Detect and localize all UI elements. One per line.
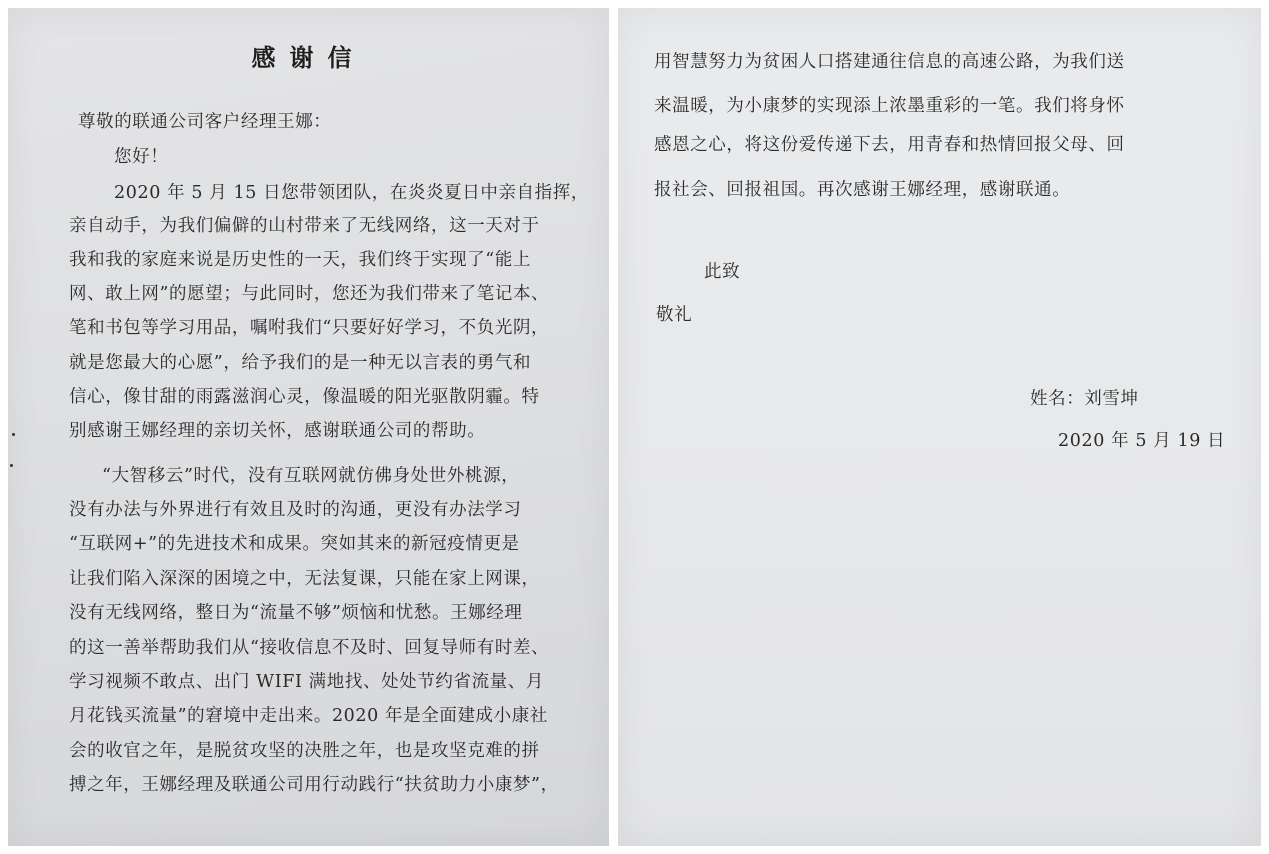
- letter-page-right: [618, 8, 1261, 846]
- letter-line: 信心，像甘甜的雨露滋润心灵，像温暖的阳光驱散阴霾。特: [69, 387, 540, 407]
- letter-line: “大智移云”时代，没有互联网就仿佛身处世外桃源，: [102, 466, 520, 486]
- letter-line: 月花钱买流量”的窘境中走出来。2020 年是全面建成小康社: [69, 706, 548, 726]
- letter-line: 的这一善举帮助我们从“接收信息不及时、回复导师有时差、: [69, 638, 550, 658]
- letter-line: 来温暖，为小康梦的实现添上浓墨重彩的一笔。我们将身怀: [654, 96, 1125, 116]
- letter-line: 笔和书包等学习用品，嘱咐我们“只要好好学习，不负光阴，: [69, 318, 550, 338]
- letter-line: “互联网+”的先进技术和成果。突如其来的新冠疫情更是: [69, 534, 520, 554]
- letter-page-left: [8, 8, 609, 846]
- letter-title: 感谢信: [251, 43, 366, 72]
- letter-signature: 姓名：刘雪坤: [1030, 389, 1139, 409]
- letter-line: 感恩之心，将这份爱传递下去，用青春和热情回报父母、回: [654, 135, 1125, 155]
- scan-speck: [12, 433, 15, 436]
- letter-date: 2020 年 5 月 19 日: [1058, 431, 1226, 451]
- letter-line: 亲自动手，为我们偏僻的山村带来了无线网络，这一天对于: [69, 216, 540, 236]
- letter-closing-ci-zhi: 此致: [704, 262, 741, 282]
- letter-greeting: 您好！: [114, 147, 169, 167]
- letter-line: 用智慧努力为贫困人口搭建通往信息的高速公路，为我们送: [654, 52, 1125, 72]
- scan-speck: [10, 464, 13, 467]
- letter-line: 我和我的家庭来说是历史性的一天，我们终于实现了“能上: [69, 250, 532, 270]
- letter-line: 搏之年，王娜经理及联通公司用行动践行“扶贫助力小康梦”，: [69, 775, 559, 795]
- letter-salutation: 尊敬的联通公司客户经理王娜：: [78, 112, 332, 132]
- letter-closing-jing-li: 敬礼: [656, 305, 693, 325]
- letter-line: 2020 年 5 月 15 日您带领团队，在炎炎夏日中亲自指挥，: [114, 183, 589, 203]
- letter-line: 没有无线网络，整日为“流量不够”烦恼和忧愁。王娜经理: [69, 603, 523, 623]
- letter-line: 没有办法与外界进行有效且及时的沟通，更没有办法学习: [69, 500, 522, 520]
- letter-line: 网、敢上网”的愿望；与此同时，您还为我们带来了笔记本、: [69, 284, 550, 304]
- letter-line: 会的收官之年，是脱贫攻坚的决胜之年，也是攻坚克难的拼: [69, 741, 540, 761]
- letter-line: 别感谢王娜经理的亲切关怀，感谢联通公司的帮助。: [69, 421, 486, 441]
- letter-line: 报社会、回报祖国。再次感谢王娜经理，感谢联通。: [654, 180, 1071, 200]
- letter-line: 让我们陷入深深的困境之中，无法复课，只能在家上网课，: [69, 569, 540, 589]
- letter-line: 学习视频不敢点、出门 WIFI 满地找、处处节约省流量、月: [69, 672, 544, 692]
- letter-line: 就是您最大的心愿”，给予我们的是一种无以言表的勇气和: [69, 353, 532, 373]
